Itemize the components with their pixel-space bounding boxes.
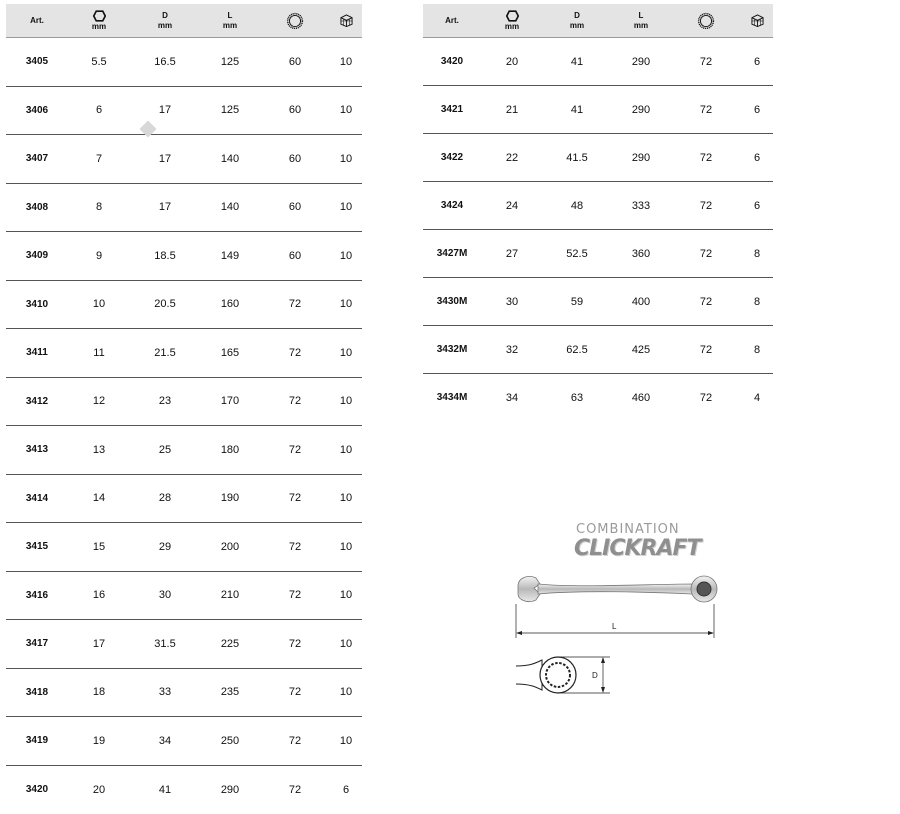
cell-size: 21 [481,86,543,134]
brand-logo [572,522,732,566]
header-d-unit: mm [157,20,173,30]
header-art: Art. [6,4,68,38]
cell-l: 333 [611,182,671,230]
header-l-label: L [638,10,644,20]
cell-teeth: 72 [260,426,330,475]
cell-teeth: 72 [671,278,741,326]
cell-l: 460 [631,391,651,404]
cell-size: 22 [481,134,543,182]
table-row [6,668,362,717]
cell-l: 360 [611,230,671,278]
cell-d: 52.5 [543,230,611,278]
cell-d: 23 [130,377,200,426]
cell-d: 34 [130,717,200,766]
cell-qty: 6 [741,38,773,86]
cell-d: 20.5 [130,280,200,329]
table-row [6,232,362,281]
header-teeth [260,4,330,38]
cell-teeth: 60 [260,135,330,184]
header-art: Art. [423,4,481,38]
header-teeth [671,4,741,38]
cell-d: 29 [130,523,200,572]
cell-qty: 10 [330,135,362,184]
cell-size: 32 [481,326,543,374]
cell-d: 17 [130,86,200,135]
table-row [6,86,362,135]
cell-size: 11 [68,329,130,378]
cell-d: 41 [543,38,611,86]
cell-art: 3427M [423,230,481,278]
brand-line-1: COMBINATION [576,522,680,537]
header-d-unit: mm [569,20,585,30]
cell-qty: 10 [330,280,362,329]
table-row [6,765,362,814]
cell-art: 3418 [6,668,68,717]
table-row [6,38,362,87]
table-row [6,717,362,766]
cell-l: 125 [200,86,260,135]
table-row [6,426,362,475]
cell-size: 9 [68,232,130,281]
table-row [423,374,773,422]
cell-d: 18.5 [130,232,200,281]
table-row [423,134,773,182]
cell-l: 250 [200,717,260,766]
cell-qty: 6 [741,86,773,134]
brand-line-2: CLICKRAFT [574,536,701,561]
cell-l: 149 [200,232,260,281]
header-pack [741,4,773,38]
cell-l: 190 [200,474,260,523]
cell-teeth: 72 [260,571,330,620]
cell-d: 62.5 [543,326,611,374]
cell-qty: 10 [330,377,362,426]
table-row [6,183,362,232]
header-size-unit: mm [91,21,107,31]
wrench-diagram [510,570,730,705]
header-size [68,4,130,38]
cell-d: 48 [543,182,611,230]
cell-size: 10 [68,280,130,329]
cell-qty: 10 [330,183,362,232]
cell-size: 20 [481,38,543,86]
cell-teeth: 60 [260,38,330,87]
table-row [423,278,773,326]
header-size-unit: mm [504,21,520,31]
cell-size: 20 [92,783,106,796]
cell-art: 3416 [6,571,68,620]
table-row [423,326,773,374]
cell-teeth: 60 [260,232,330,281]
header-d-label: D [574,10,580,20]
cell-l: 225 [200,620,260,669]
cell-size: 6 [68,86,130,135]
cell-l: 290 [611,134,671,182]
cell-teeth: 72 [260,280,330,329]
cell-art: 3408 [6,183,68,232]
header-l-unit: mm [222,20,238,30]
table-row [6,571,362,620]
cell-l: 290 [611,86,671,134]
table-header-row [423,4,773,38]
cell-teeth: 72 [288,783,302,796]
cell-art: 3419 [6,717,68,766]
cell-teeth: 72 [671,86,741,134]
cell-l: 160 [200,280,260,329]
cell-l: 180 [200,426,260,475]
table-row [6,474,362,523]
cell-size: 5.5 [68,38,130,87]
cell-teeth: 72 [260,523,330,572]
cell-d: 33 [130,668,200,717]
cell-teeth: 72 [260,620,330,669]
cell-l: 200 [200,523,260,572]
cell-l: 125 [200,38,260,87]
cell-art: 3420 [423,38,481,86]
cell-size: 27 [481,230,543,278]
cell-l: 165 [200,329,260,378]
cell-size: 14 [68,474,130,523]
header-l-unit: mm [633,20,649,30]
table-row [6,280,362,329]
spec-table-right [423,4,773,422]
cell-qty: 10 [330,426,362,475]
header-pack [330,4,362,38]
diameter-label: D [592,671,598,680]
cell-d: 16.5 [130,38,200,87]
cell-qty: 10 [330,86,362,135]
cell-l: 290 [220,783,240,796]
cell-art: 3414 [6,474,68,523]
cell-d: 17 [130,183,200,232]
package-box-icon [751,14,764,27]
cell-qty: 10 [330,523,362,572]
package-box-icon [340,14,353,27]
cell-teeth: 72 [260,668,330,717]
cell-qty: 6 [741,182,773,230]
cell-art: 3432M [423,326,481,374]
cell-teeth: 72 [671,182,741,230]
cell-teeth: 72 [671,230,741,278]
cell-art: 3406 [6,86,68,135]
cell-art: 3413 [6,426,68,475]
spec-table-left [6,4,362,814]
cell-teeth: 60 [260,86,330,135]
cell-qty: 8 [741,278,773,326]
cell-size: 8 [68,183,130,232]
cell-art: 3405 [6,38,68,87]
cell-teeth: 72 [260,717,330,766]
cell-d: 21.5 [130,329,200,378]
table-row [6,329,362,378]
cell-size: 34 [505,391,519,404]
cell-teeth: 60 [260,183,330,232]
cell-qty: 8 [741,230,773,278]
cell-size: 19 [68,717,130,766]
cell-qty: 10 [330,38,362,87]
cell-size: 17 [68,620,130,669]
header-l-label: L [227,10,233,20]
header-l [611,4,671,38]
cell-art: 3430M [423,278,481,326]
cell-art: 3424 [423,182,481,230]
cell-art: 3415 [6,523,68,572]
cell-size: 13 [68,426,130,475]
cell-l: 290 [611,38,671,86]
length-dimension [516,604,714,638]
cell-art: 3422 [423,134,481,182]
cell-art: 3412 [6,377,68,426]
cell-l: 400 [611,278,671,326]
cell-teeth: 72 [260,474,330,523]
cell-l: 425 [611,326,671,374]
cell-l: 170 [200,377,260,426]
cell-l: 140 [200,135,260,184]
cell-teeth: 72 [260,377,330,426]
cell-d: 31.5 [130,620,200,669]
cell-l: 140 [200,183,260,232]
cell-teeth: 72 [260,329,330,378]
cell-art: 3417 [6,620,68,669]
cell-l: 210 [200,571,260,620]
cell-art: 3411 [6,329,68,378]
cell-d: 41 [543,86,611,134]
cell-size: 7 [68,135,130,184]
table-header-row [6,4,362,38]
cell-art: 3434M [436,392,468,404]
cell-qty: 10 [330,329,362,378]
wrench-head-view [516,657,576,693]
header-l [200,4,260,38]
cell-d: 28 [130,474,200,523]
header-d [130,4,200,38]
cell-art: 3420 [25,784,49,795]
cell-art: 3410 [6,280,68,329]
cell-qty: 4 [753,391,761,404]
cell-d: 41.5 [543,134,611,182]
cell-qty: 10 [330,571,362,620]
cell-size: 18 [68,668,130,717]
cell-teeth: 72 [699,391,713,404]
cell-qty: 6 [342,783,350,796]
cell-l: 235 [200,668,260,717]
cell-qty: 10 [330,620,362,669]
cell-art: 3407 [6,135,68,184]
table-row [6,135,362,184]
cell-d: 25 [130,426,200,475]
header-d [543,4,611,38]
header-d-label: D [162,10,168,20]
cell-size: 15 [68,523,130,572]
ratchet-gear-icon [697,12,715,30]
table-row [423,86,773,134]
hexagon-icon [506,10,519,22]
wrench-side-view [518,576,717,602]
ratchet-gear-icon [286,12,304,30]
table-row [423,38,773,86]
table-row [423,182,773,230]
cell-qty: 10 [330,232,362,281]
cell-teeth: 72 [671,134,741,182]
cell-qty: 10 [330,717,362,766]
cell-d: 63 [570,391,584,404]
cell-qty: 10 [330,474,362,523]
cell-teeth: 72 [671,38,741,86]
cell-d: 41 [158,783,172,796]
hexagon-icon [93,10,106,22]
header-size [481,4,543,38]
cell-size: 12 [68,377,130,426]
cell-d: 30 [130,571,200,620]
cell-qty: 8 [741,326,773,374]
cell-size: 24 [481,182,543,230]
table-row [6,620,362,669]
cell-size: 30 [481,278,543,326]
cell-d: 59 [543,278,611,326]
cell-art: 3421 [423,86,481,134]
cell-teeth: 72 [671,326,741,374]
cell-qty: 6 [741,134,773,182]
cell-qty: 10 [330,668,362,717]
table-row [423,230,773,278]
cell-size: 16 [68,571,130,620]
cell-art: 3409 [6,232,68,281]
table-row [6,523,362,572]
cell-d: 17 [130,135,200,184]
length-label: L [612,622,617,631]
table-row [6,377,362,426]
